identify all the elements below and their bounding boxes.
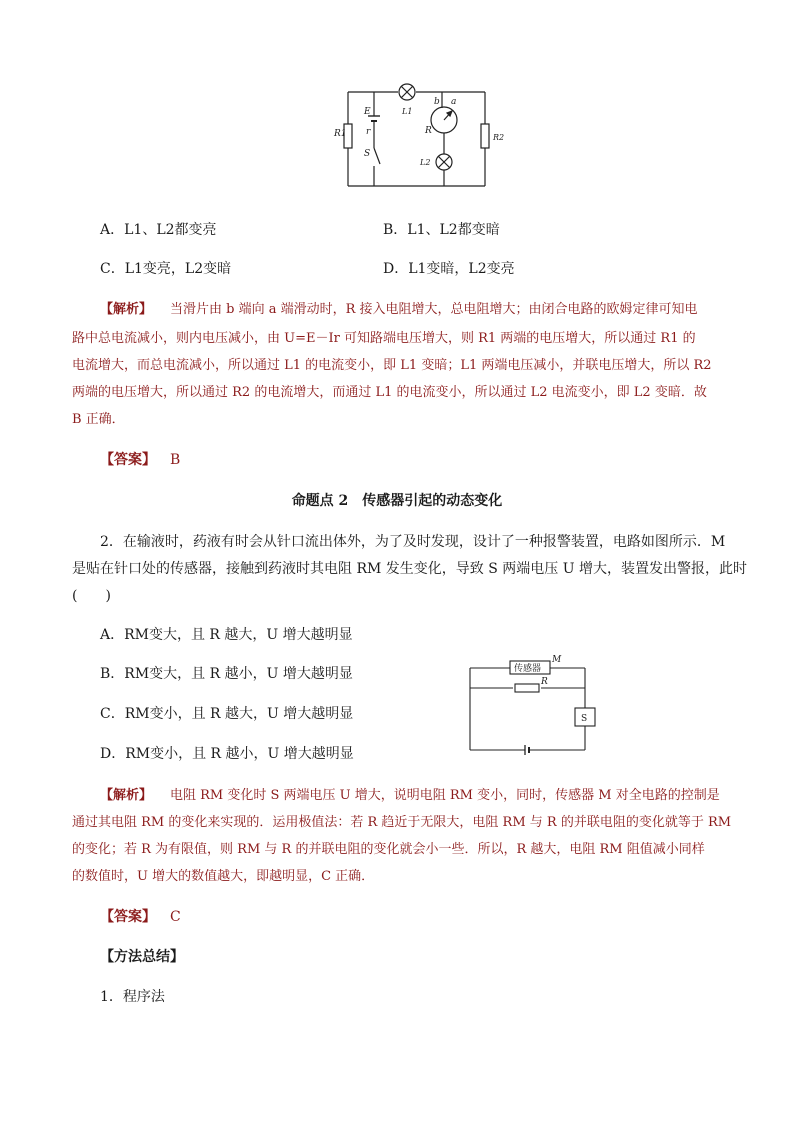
section-heading: 命题点 2 传感器引起的动态变化 <box>291 493 503 509</box>
label-S: S <box>364 149 371 159</box>
q2-analysis-line-1: 电阻 RM 变化时 S 两端电压 U 增大，说明电阻 RM 变小，同时，传感器 M 对全电路的控制是 <box>170 788 720 803</box>
label-L1: L1 <box>402 107 413 116</box>
label-L2: L2 <box>420 158 431 167</box>
circuit-diagram-1 <box>330 78 505 190</box>
q1-option-b: B．L1、L2都变暗 <box>383 222 500 238</box>
q1-option-c: C．L1变亮，L2变暗 <box>100 261 232 277</box>
q1-answer-label: 【答案】 <box>100 452 156 468</box>
q2-stem-line-3: ( ) <box>72 588 111 604</box>
q1-analysis-line-5: B 正确． <box>72 412 125 427</box>
sensor-label: 传感器 <box>514 664 542 674</box>
label-R1: R1 <box>334 129 347 139</box>
q1-analysis-line-3: 电流增大，而总电流减小，所以通过 L1 的电流变小，即 L1 变暗；L1 两端电压减小，并联电压增大，所以 R2 <box>72 358 712 373</box>
q1-analysis-line-4: 两端的电压增大，所以通过 R2 的电流增大，而通过 L1 的电流变小，所以通过 L2 电流变小，即 L2 变暗．故 <box>72 385 707 400</box>
label-R: R <box>541 677 548 687</box>
method-item-1: 1．程序法 <box>100 989 165 1005</box>
q1-option-d: D．L1变暗，L2变亮 <box>383 261 515 277</box>
circuit-diagram-2 <box>465 652 605 756</box>
label-b: b <box>434 97 440 107</box>
q2-stem-line-1: 2．在输液时，药液有时会从针口流出体外，为了及时发现，设计了一种报警装置，电路如图所示．M <box>100 534 726 550</box>
q2-analysis-label: 【解析】 <box>100 788 153 803</box>
label-S: S <box>581 714 588 724</box>
q2-answer: C <box>170 909 181 925</box>
q2-analysis-line-3: 的变化；若 R 为有限值，则 RM 与 R 的并联电阻的变化就会小一些．所以，R 越大，电阻 RM 阻值减小同样 <box>72 842 705 857</box>
q2-option-a: A．RM变大，且 R 越大，U 增大越明显 <box>100 627 353 643</box>
label-R2: R2 <box>493 133 505 142</box>
q2-stem-line-2: 是贴在针口处的传感器，接触到药液时其电阻 RM 发生变化，导致 S 两端电压 U 增大，装置发出警报，此时 <box>72 561 747 577</box>
q2-analysis-line-4: 的数值时，U 增大的数值越大，即越明显，C 正确． <box>72 869 375 884</box>
label-E: E <box>364 107 371 117</box>
q1-analysis-line-2: 路中总电流减小，则内电压减小，由 U=E－Ir 可知路端电压增大，则 R1 两端的电压增大，所以通过 R1 的 <box>72 331 696 346</box>
q2-option-c: C．RM变小，且 R 越大，U 增大越明显 <box>100 706 354 722</box>
label-a: a <box>451 97 457 107</box>
q1-answer: B <box>170 452 181 468</box>
q1-analysis-line-1: 当滑片由 b 端向 a 端滑动时，R 接入电阻增大，总电阻增大；由闭合电路的欧姆定律可知电 <box>170 302 698 317</box>
label-M: M <box>552 655 562 665</box>
q2-option-d: D．RM变小，且 R 越小，U 增大越明显 <box>100 746 354 762</box>
q1-option-a: A．L1、L2都变亮 <box>100 222 217 238</box>
label-r: r <box>366 127 371 137</box>
method-summary-heading: 【方法总结】 <box>100 949 184 965</box>
q2-option-b: B．RM变大，且 R 越小，U 增大越明显 <box>100 666 353 682</box>
q2-analysis-line-2: 通过其电阻 RM 的变化来实现的．运用极值法：若 R 趋近于无限大，电阻 RM 与 R 的并联电阻的变化就等于 RM <box>72 815 732 830</box>
q1-analysis-label: 【解析】 <box>100 302 153 317</box>
label-R: R <box>425 126 432 136</box>
q2-answer-label: 【答案】 <box>100 909 156 925</box>
